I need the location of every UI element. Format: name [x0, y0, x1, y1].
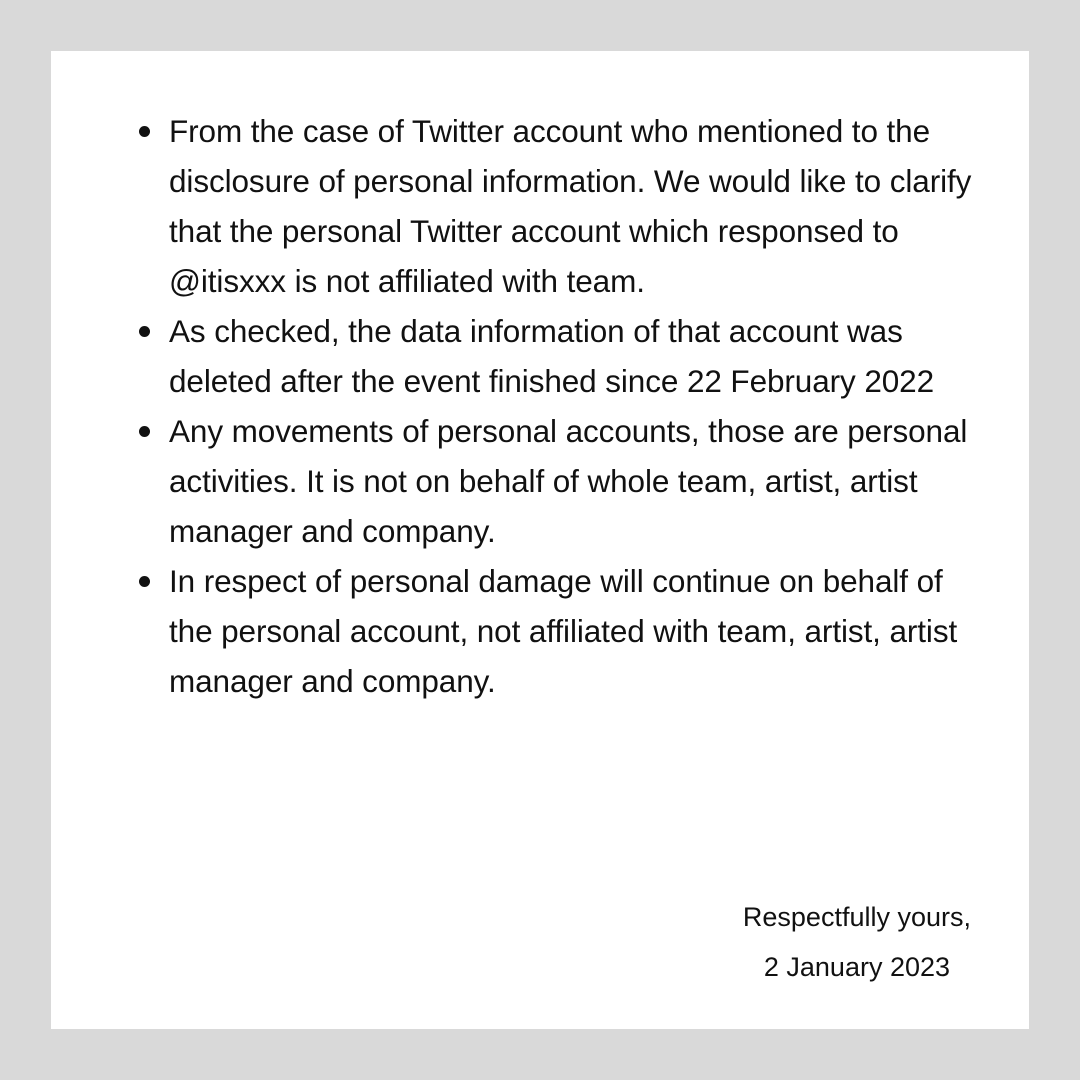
statement-item-1	[169, 106, 989, 306]
statement-card	[51, 51, 1029, 1029]
statement-item-text: In respect of personal damage will continue on behalf of the personal account, not affiliated with team, artist, artist manager and company.	[169, 563, 958, 699]
statement-list	[169, 106, 989, 706]
signoff-closing: Respectfully yours,	[742, 902, 971, 932]
bullet-icon	[139, 426, 150, 437]
signoff-date: 2 January 2023	[763, 952, 951, 982]
statement-item-4	[169, 556, 989, 706]
statement-item-3	[169, 406, 989, 556]
signoff	[743, 892, 971, 992]
bullet-icon	[139, 126, 150, 137]
bullet-icon	[139, 576, 150, 587]
bullet-icon	[139, 326, 150, 337]
statement-item-text: From the case of Twitter account who mentioned to the disclosure of personal information. We would like to clarify that the personal Twitter account which responsed to @itisxxx is not affiliated with team.	[169, 113, 972, 299]
statement-item-2	[169, 306, 989, 406]
statement-item-text: As checked, the data information of that account was deleted after the event finished since 22 February 2022	[169, 313, 935, 399]
statement-item-text: Any movements of personal accounts, those are personal activities. It is not on behalf of whole team, artist, artist manager and company.	[169, 413, 968, 549]
